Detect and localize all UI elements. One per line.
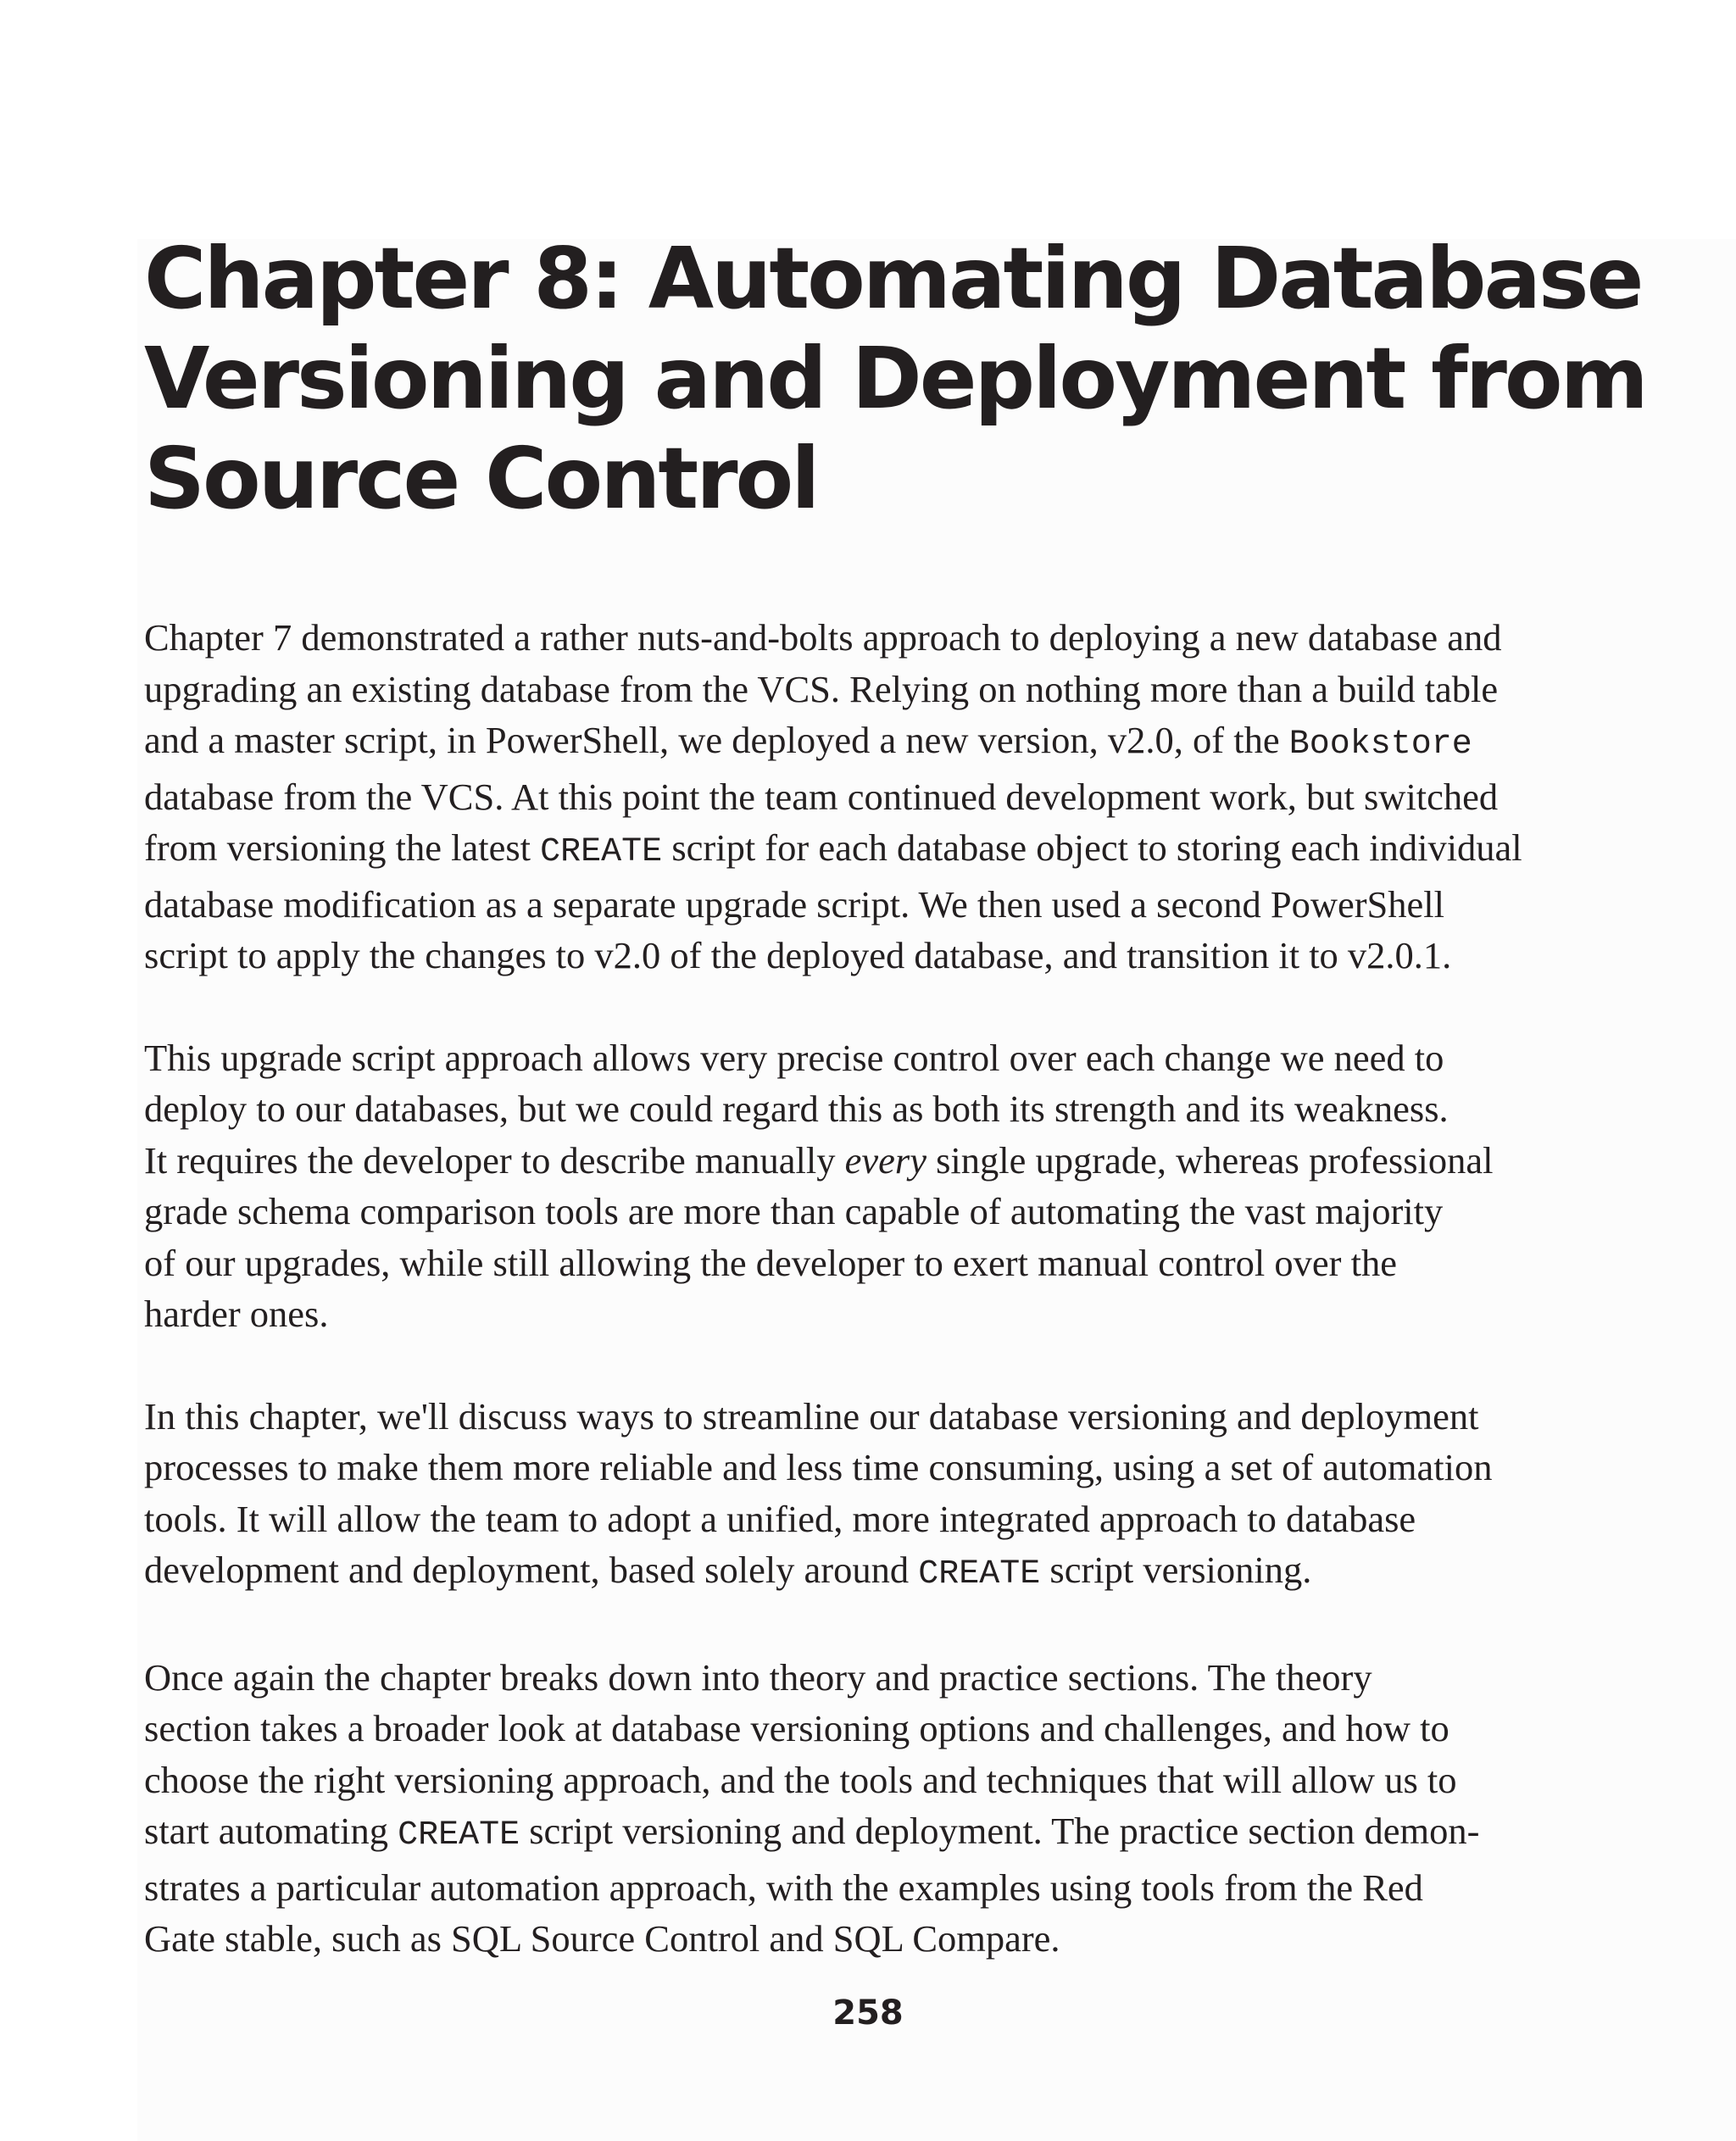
- text-run: Chapter 7 demonstrated a rather nuts-and-bolts approach to deploying a new database and: [144, 616, 1502, 659]
- text-run: script to apply the changes to v2.0 of the deployed database, and transition it to v2.0.1.: [144, 934, 1452, 976]
- text-run: upgrading an existing database from the VCS. Relying on nothing more than a build table: [144, 667, 1499, 710]
- text-line: [144, 771, 1602, 823]
- text-run: choose the right versioning approach, and the tools and techniques that will allow us to: [144, 1758, 1457, 1801]
- body-paragraph: [144, 612, 1602, 982]
- text-line: [144, 1135, 1602, 1187]
- text-line: [144, 1032, 1602, 1084]
- text-line: [144, 1186, 1602, 1237]
- text-line: [144, 822, 1602, 879]
- text-line: [144, 930, 1602, 982]
- inline-code: CREATE: [918, 1555, 1041, 1593]
- text-run: and a master script, in PowerShell, we deployed a new version, v2.0, of the: [144, 719, 1289, 761]
- text-run: of our upgrades, while still allowing the developer to exert manual control over the: [144, 1241, 1397, 1284]
- emphasis: every: [844, 1138, 926, 1182]
- text-run: script versioning and deployment. The practice section demon-: [520, 1810, 1480, 1852]
- text-run: tools. It will allow the team to adopt a unified, more integrated approach to database: [144, 1497, 1416, 1540]
- chapter-title: [144, 229, 1646, 529]
- text-line: [144, 1237, 1602, 1289]
- text-run: strates a particular automation approach, with the examples using tools from the Red: [144, 1866, 1423, 1909]
- text-line: [144, 879, 1602, 931]
- text-run: processes to make them more reliable and less time consuming, using a set of automation: [144, 1446, 1493, 1488]
- page-number: 258: [832, 1994, 904, 2033]
- inline-code: CREATE: [540, 833, 663, 871]
- text-line: [144, 1755, 1602, 1806]
- text-run: database modification as a separate upgrade script. We then used a second PowerShell: [144, 882, 1445, 926]
- text-line: [144, 1544, 1602, 1601]
- text-run: Once again the chapter breaks down into theory and practice sections. The theory: [144, 1655, 1372, 1699]
- body-paragraph: [144, 1652, 1602, 1965]
- text-run: from versioning the latest: [144, 826, 541, 869]
- text-run: script for each database object to storing each individual: [662, 826, 1522, 869]
- chapter-title-line: Chapter 8: Automating Database: [144, 229, 1642, 328]
- text-line: [144, 1442, 1602, 1493]
- inline-code: CREATE: [398, 1816, 520, 1855]
- book-page: [144, 229, 1646, 2016]
- text-line: [144, 1703, 1602, 1755]
- text-line: [144, 1913, 1602, 1965]
- text-line: [144, 1391, 1602, 1443]
- text-run: In this chapter, we'll discuss ways to streamline our database versioning and deployment: [144, 1394, 1479, 1438]
- chapter-title-line: Versioning and Deployment from: [144, 329, 1646, 428]
- text-line: [144, 1288, 1602, 1340]
- text-run: section takes a broader look at database versioning options and challenges, and how to: [144, 1707, 1449, 1749]
- chapter-body: [144, 612, 1602, 1965]
- text-line: [144, 715, 1602, 771]
- text-line: [144, 1493, 1602, 1545]
- text-run: harder ones.: [144, 1293, 329, 1335]
- text-run: grade schema comparison tools are more than capable of automating the vast majority: [144, 1190, 1444, 1232]
- text-run: single upgrade, whereas professional: [926, 1138, 1494, 1182]
- text-line: [144, 1862, 1602, 1914]
- text-line: [144, 1805, 1602, 1862]
- text-line: [144, 612, 1602, 664]
- text-line: [144, 1083, 1602, 1135]
- text-run: It requires the developer to describe manually: [144, 1138, 845, 1182]
- text-run: This upgrade script approach allows very precise control over each change we need to: [144, 1036, 1444, 1079]
- text-run: Gate stable, such as SQL Source Control and SQL Compare.: [144, 1917, 1060, 1960]
- text-run: development and deployment, based solely around: [144, 1549, 919, 1591]
- inline-code: Bookstore: [1288, 726, 1472, 764]
- chapter-title-line: Source Control: [144, 429, 818, 528]
- body-paragraph: [144, 1391, 1602, 1601]
- text-run: start automating: [144, 1810, 398, 1852]
- text-line: [144, 664, 1602, 715]
- text-run: script versioning.: [1040, 1549, 1312, 1591]
- text-line: [144, 1652, 1602, 1704]
- text-run: database from the VCS. At this point the team continued development work, but switched: [144, 775, 1499, 818]
- text-run: deploy to our databases, but we could regard this as both its strength and its weakness.: [144, 1087, 1449, 1130]
- body-paragraph: [144, 1032, 1602, 1340]
